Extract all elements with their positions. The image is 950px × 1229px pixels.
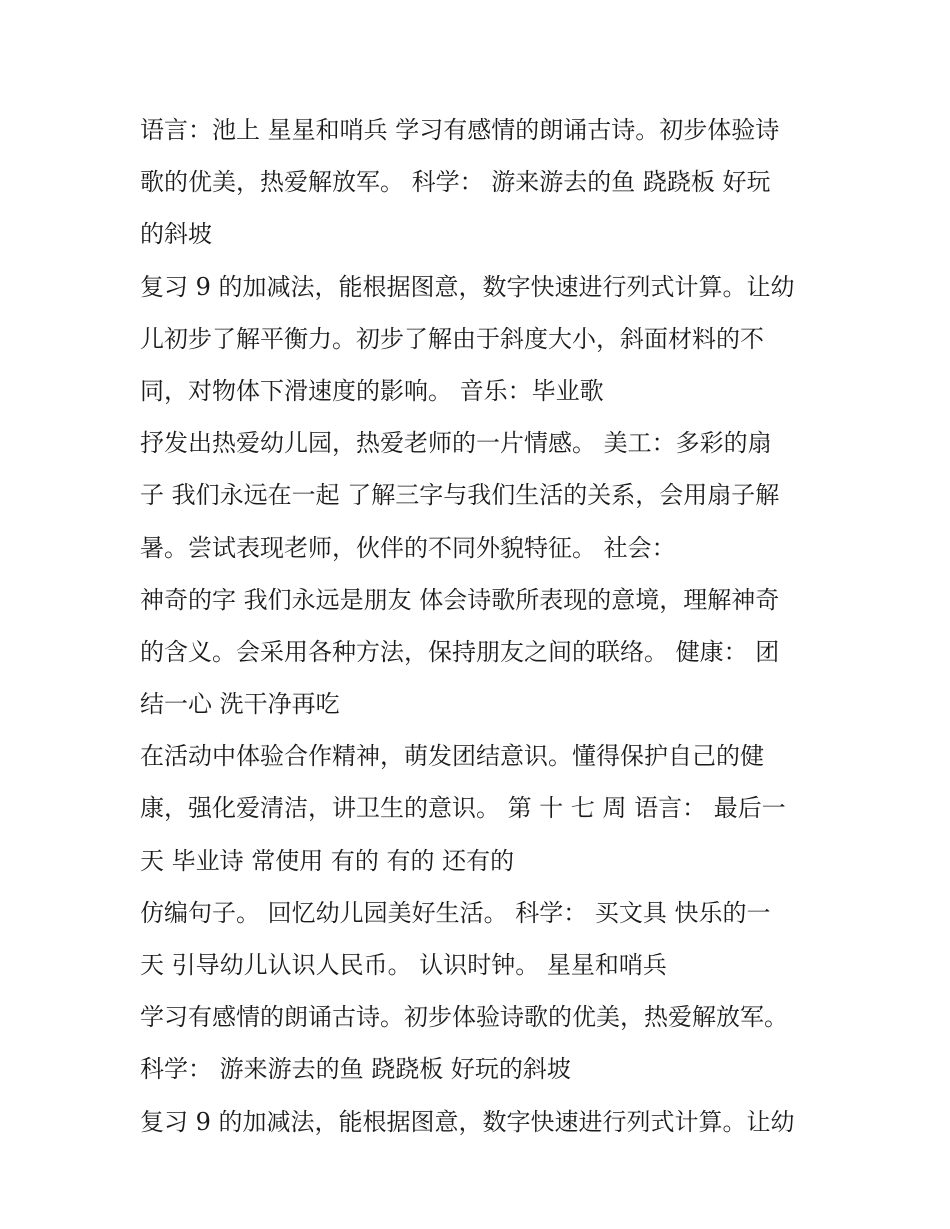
text-line: 儿初步了解平衡力。初步了解由于斜度大小，斜面材料的不	[140, 324, 764, 353]
text-line: 康，强化爱清洁，讲卫生的意识。 第 十 七 周 语言： 最后一	[140, 794, 786, 823]
text-line: 复习 9 的加减法，能根据图意，数字快速进行列式计算。让幼	[140, 1107, 795, 1136]
text-line: 的斜坡	[140, 220, 212, 249]
document-body	[140, 108, 820, 1152]
text-line: 的含义。会采用各种方法，保持朋友之间的联络。 健康： 团	[140, 637, 780, 666]
text-line: 抒发出热爱幼儿园，热爱老师的一片情感。 美工：多彩的扇	[140, 429, 772, 458]
text-line: 科学： 游来游去的鱼 跷跷板 好玩的斜坡	[140, 1055, 571, 1084]
text-line: 歌的优美，热爱解放军。 科学： 游来游去的鱼 跷跷板 好玩	[140, 168, 771, 197]
text-line: 语言：池上 星星和哨兵 学习有感情的朗诵古诗。初步体验诗	[140, 116, 780, 144]
text-line: 学习有感情的朗诵古诗。初步体验诗歌的优美，热爱解放军。	[140, 1003, 788, 1032]
text-line: 神奇的字 我们永远是朋友 体会诗歌所表现的意境，理解神奇	[140, 585, 780, 614]
text-line: 在活动中体验合作精神，萌发团结意识。懂得保护自己的健	[140, 742, 764, 771]
text-line: 结一心 洗干净再吃	[140, 690, 340, 719]
text-line: 天 毕业诗 常使用 有的 有的 还有的	[140, 846, 515, 875]
text-line: 子 我们永远在一起 了解三字与我们生活的关系，会用扇子解	[140, 481, 780, 510]
text-line: 仿编句子。 回忆幼儿园美好生活。 科学： 买文具 快乐的一	[140, 898, 771, 927]
text-line: 复习 9 的加减法，能根据图意，数字快速进行列式计算。让幼	[140, 272, 795, 301]
text-line: 天 引导幼儿认识人民币。 认识时钟。 星星和哨兵	[140, 951, 667, 979]
text-line: 同，对物体下滑速度的影响。 音乐：毕业歌	[140, 376, 604, 405]
text-line: 暑。尝试表现老师，伙伴的不同外貌特征。 社会：	[140, 533, 676, 562]
